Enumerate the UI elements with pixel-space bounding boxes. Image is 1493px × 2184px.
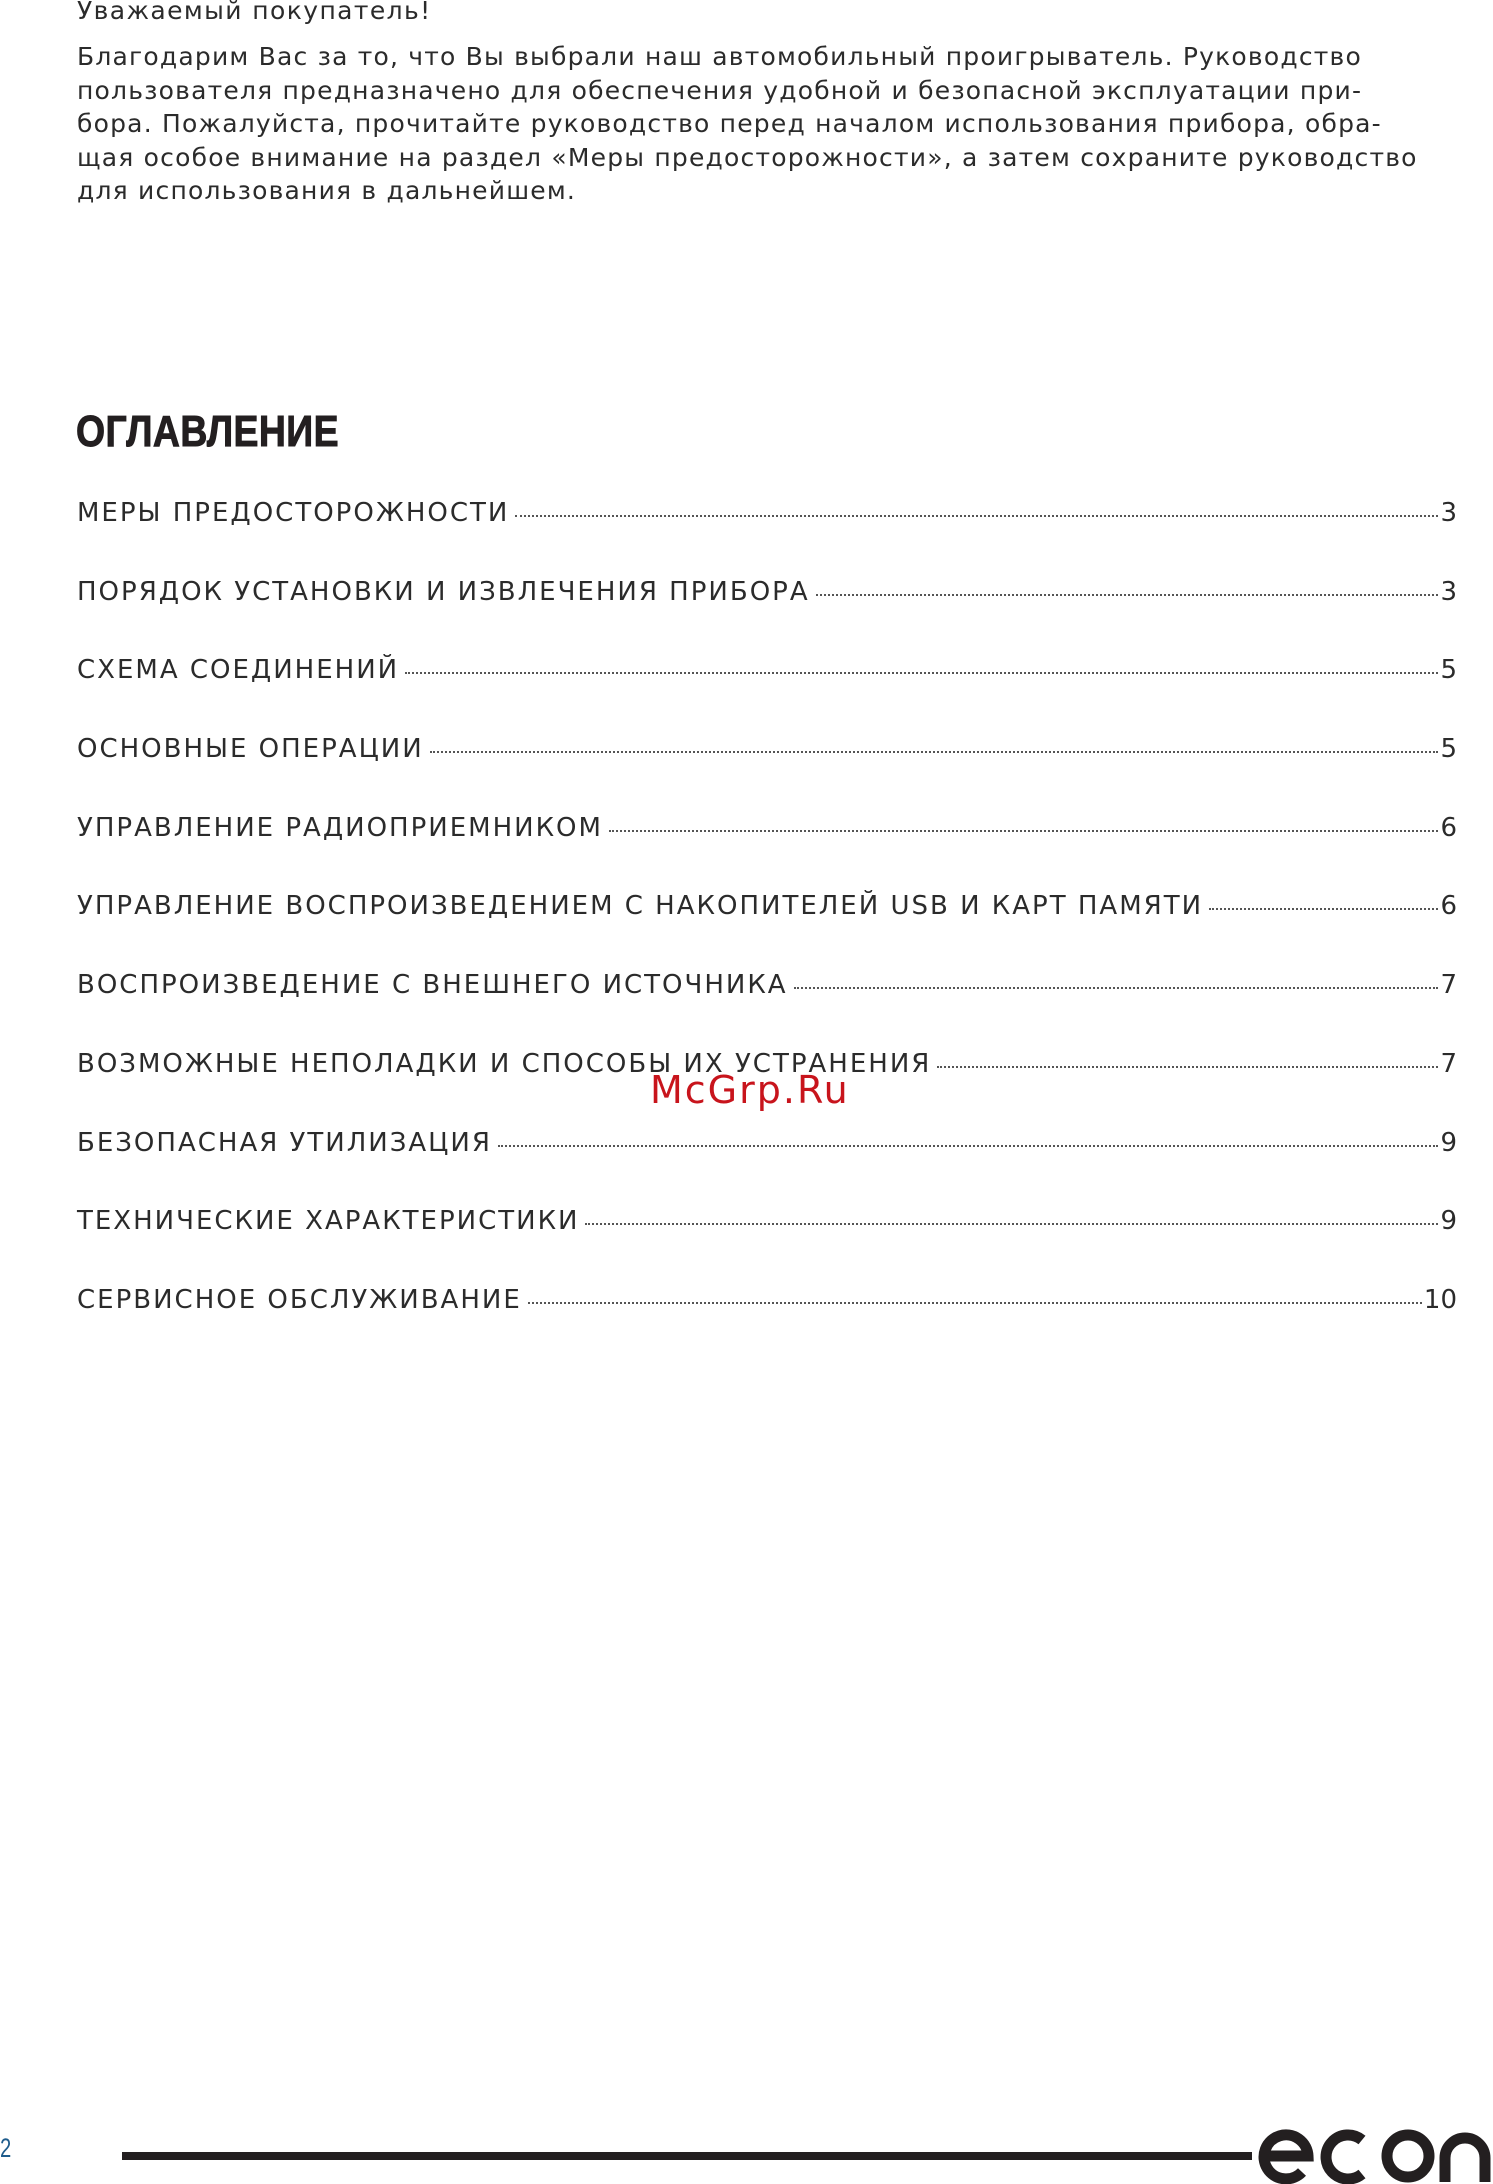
toc-item-label: ВОСПРОИЗВЕДЕНИЕ С ВНЕШНЕГО ИСТОЧНИКА <box>77 970 788 1001</box>
toc-item-page: 7 <box>1440 970 1457 1001</box>
intro-line: Благодарим Вас за то, что Вы выбрали наш автомобильный проигрыватель. Руководство <box>77 42 1362 71</box>
toc-item-label: УПРАВЛЕНИЕ ВОСПРОИЗВЕДЕНИЕМ С НАКОПИТЕЛЕЙ USB И КАРТ ПАМЯТИ <box>77 891 1204 922</box>
toc-item-page: 6 <box>1440 812 1457 843</box>
toc-item-label: ОСНОВНЫЕ ОПЕРАЦИИ <box>77 734 424 765</box>
table-of-contents <box>77 498 1457 1364</box>
toc-leader-dots <box>405 672 1438 674</box>
toc-item-page: 10 <box>1423 1284 1457 1315</box>
toc-item-page: 6 <box>1440 891 1457 922</box>
toc-item[interactable] <box>77 1285 1457 1364</box>
econ-logo <box>1258 2120 1493 2184</box>
toc-item-label: ПОРЯДОК УСТАНОВКИ И ИЗВЛЕЧЕНИЯ ПРИБОРА <box>77 576 810 607</box>
toc-item-label: БЕЗОПАСНАЯ УТИЛИЗАЦИЯ <box>77 1127 492 1158</box>
toc-leader-dots <box>498 1145 1439 1147</box>
toc-item-page: 5 <box>1440 655 1457 686</box>
toc-leader-dots <box>585 1223 1438 1225</box>
toc-item-page: 9 <box>1440 1206 1457 1237</box>
toc-item[interactable] <box>77 1128 1457 1207</box>
toc-item[interactable] <box>77 577 1457 656</box>
greeting: Уважаемый покупатель! <box>77 0 432 25</box>
intro-line: пользователя предназначено для обеспечения удобной и безопасной эксплуатации при- <box>77 75 1363 105</box>
toc-item-label: СЕРВИСНОЕ ОБСЛУЖИВАНИЕ <box>77 1284 522 1315</box>
intro-line: щая особое внимание на раздел «Меры предосторожности», а затем сохраните руководство <box>77 142 1418 172</box>
toc-item-page: 7 <box>1440 1048 1457 1079</box>
toc-item-label: СХЕМА СОЕДИНЕНИЙ <box>77 655 400 686</box>
toc-leader-dots <box>609 830 1438 832</box>
footer-rule <box>122 2152 1252 2160</box>
toc-item[interactable] <box>77 655 1457 734</box>
intro-line: бора. Пожалуйста, прочитайте руководство перед началом использования прибора, обра- <box>77 109 1382 138</box>
toc-item-label: МЕРЫ ПРЕДОСТОРОЖНОСТИ <box>77 498 510 528</box>
toc-item[interactable] <box>77 970 1457 1049</box>
toc-leader-dots <box>937 1066 1438 1068</box>
toc-item[interactable] <box>77 734 1457 813</box>
toc-leader-dots <box>1209 908 1438 910</box>
toc-leader-dots <box>794 987 1439 989</box>
toc-item-label: УПРАВЛЕНИЕ РАДИОПРИЕМНИКОМ <box>77 812 603 843</box>
toc-leader-dots <box>515 515 1438 517</box>
toc-item[interactable] <box>77 498 1457 577</box>
watermark: McGrp.Ru <box>650 1068 850 1112</box>
toc-item-label: ТЕХНИЧЕСКИЕ ХАРАКТЕРИСТИКИ <box>77 1206 580 1237</box>
toc-item[interactable] <box>77 1206 1457 1285</box>
intro-line: для использования в дальнейшем. <box>77 176 577 205</box>
toc-item[interactable] <box>77 891 1457 970</box>
toc-item-page: 3 <box>1440 498 1457 528</box>
toc-leader-dots <box>430 751 1439 753</box>
intro-paragraph <box>77 40 1467 208</box>
toc-item-label: ВОЗМОЖНЫЕ НЕПОЛАДКИ И СПОСОБЫ ИХ УСТРАНЕНИЯ <box>77 1048 932 1079</box>
toc-item[interactable] <box>77 813 1457 892</box>
toc-item-page: 3 <box>1440 576 1457 607</box>
page-number: 2 <box>0 2133 12 2163</box>
toc-title: ОГЛАВЛЕНИЕ <box>76 407 339 456</box>
toc-leader-dots <box>528 1302 1422 1304</box>
toc-item-page: 5 <box>1440 734 1457 765</box>
toc-item-page: 9 <box>1440 1127 1457 1158</box>
toc-leader-dots <box>816 594 1439 596</box>
